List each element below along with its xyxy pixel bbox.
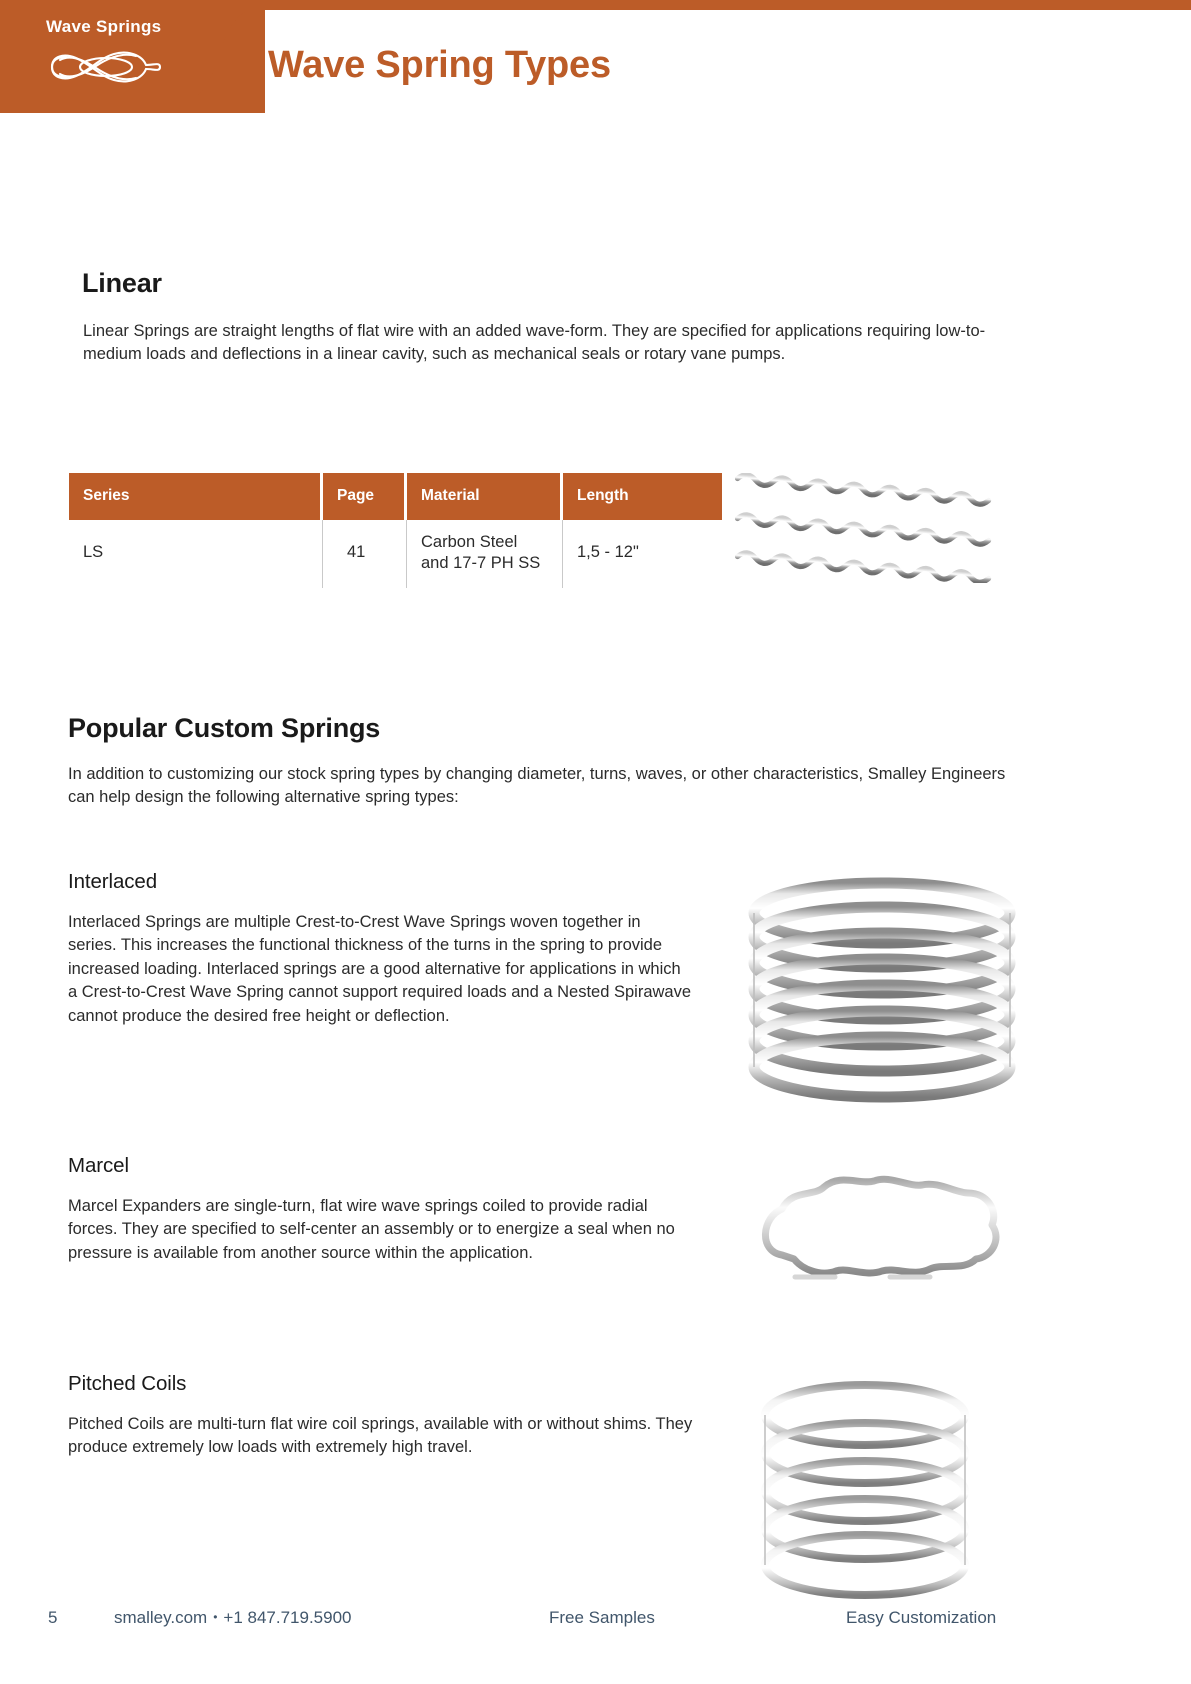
table-cell-series: LS [69,520,323,588]
linear-spec-table [69,473,722,588]
linear-wave-spring-icon [735,473,1025,583]
page-header [0,0,1191,113]
subsection-paragraph-interlaced: Interlaced Springs are multiple Crest-to-Crest Wave Springs woven together in series. This increases the functional thickness of the turns in the spring to provide increased loading. Interlaced springs are a good alternative for applications in which a Crest-to-Crest Wave Spring cannot support required loads and a Nested Spirawave cannot produce the desired free height or deflection. [68,913,692,1025]
section-heading-linear: Linear [82,268,162,298]
section-heading-custom-springs: Popular Custom Springs [68,713,381,743]
table-cell-page: 41 [323,520,407,588]
marcel-expander-icon [740,1159,1030,1294]
table-col-header-page: Page [323,473,407,520]
wave-spring-logo-icon [46,44,166,90]
pitched-coil-spring-figure [740,1375,990,1620]
table-cell-length: 1,5 - 12" [563,520,722,588]
footer-easy-customization-link[interactable]: Easy Customization [846,1608,997,1627]
linear-wave-spring-figure [735,473,1025,583]
subsection-paragraph-marcel: Marcel Expanders are single-turn, flat wire wave springs coiled to provide radial forces. They are specified to self-center an assembly or to energize a seal when no pressure is available from another source within the application. [68,1197,675,1262]
page-title: Wave Spring Types [268,44,611,86]
footer-phone-number[interactable]: +1 847.719.5900 [223,1608,352,1627]
interlaced-spring-icon [722,871,1042,1111]
table-cell-material: Carbon Steel and 17-7 PH SS [407,520,563,588]
marcel-expander-figure [740,1159,1030,1294]
section-paragraph-custom-springs: In addition to customizing our stock spring types by changing diameter, turns, waves, or other characteristics, Smalley Engineers can help design the following alternative spring types: [68,765,1006,807]
table-col-header-length: Length [563,473,722,520]
footer-contact-info [114,1608,352,1628]
header-category-label: Wave Springs [46,17,162,36]
table-col-header-material: Material [407,473,563,520]
footer-page-number: 5 [48,1608,58,1627]
table-col-header-series: Series [69,473,323,520]
table-header-row [69,473,722,520]
table-row [69,520,722,588]
page-footer [0,1596,1191,1656]
subsection-heading-marcel: Marcel [68,1154,129,1177]
footer-separator-dot: • [213,1610,218,1624]
interlaced-spring-figure [722,871,1042,1111]
pitched-coil-spring-icon [740,1375,990,1620]
footer-website-link[interactable]: smalley.com [114,1608,208,1627]
subsection-heading-interlaced: Interlaced [68,870,158,893]
subsection-paragraph-pitched-coils: Pitched Coils are multi-turn flat wire coil springs, available with or without shims. They produce extremely low loads with extremely high travel. [68,1415,693,1457]
section-paragraph-linear: Linear Springs are straight lengths of flat wire with an added wave-form. They are specified for applications requiring low-to-medium loads and deflections in a linear cavity, such as mechanical seals or rotary vane pumps. [83,322,986,364]
footer-free-samples-link[interactable]: Free Samples [549,1608,655,1627]
subsection-heading-pitched-coils: Pitched Coils [68,1372,187,1395]
